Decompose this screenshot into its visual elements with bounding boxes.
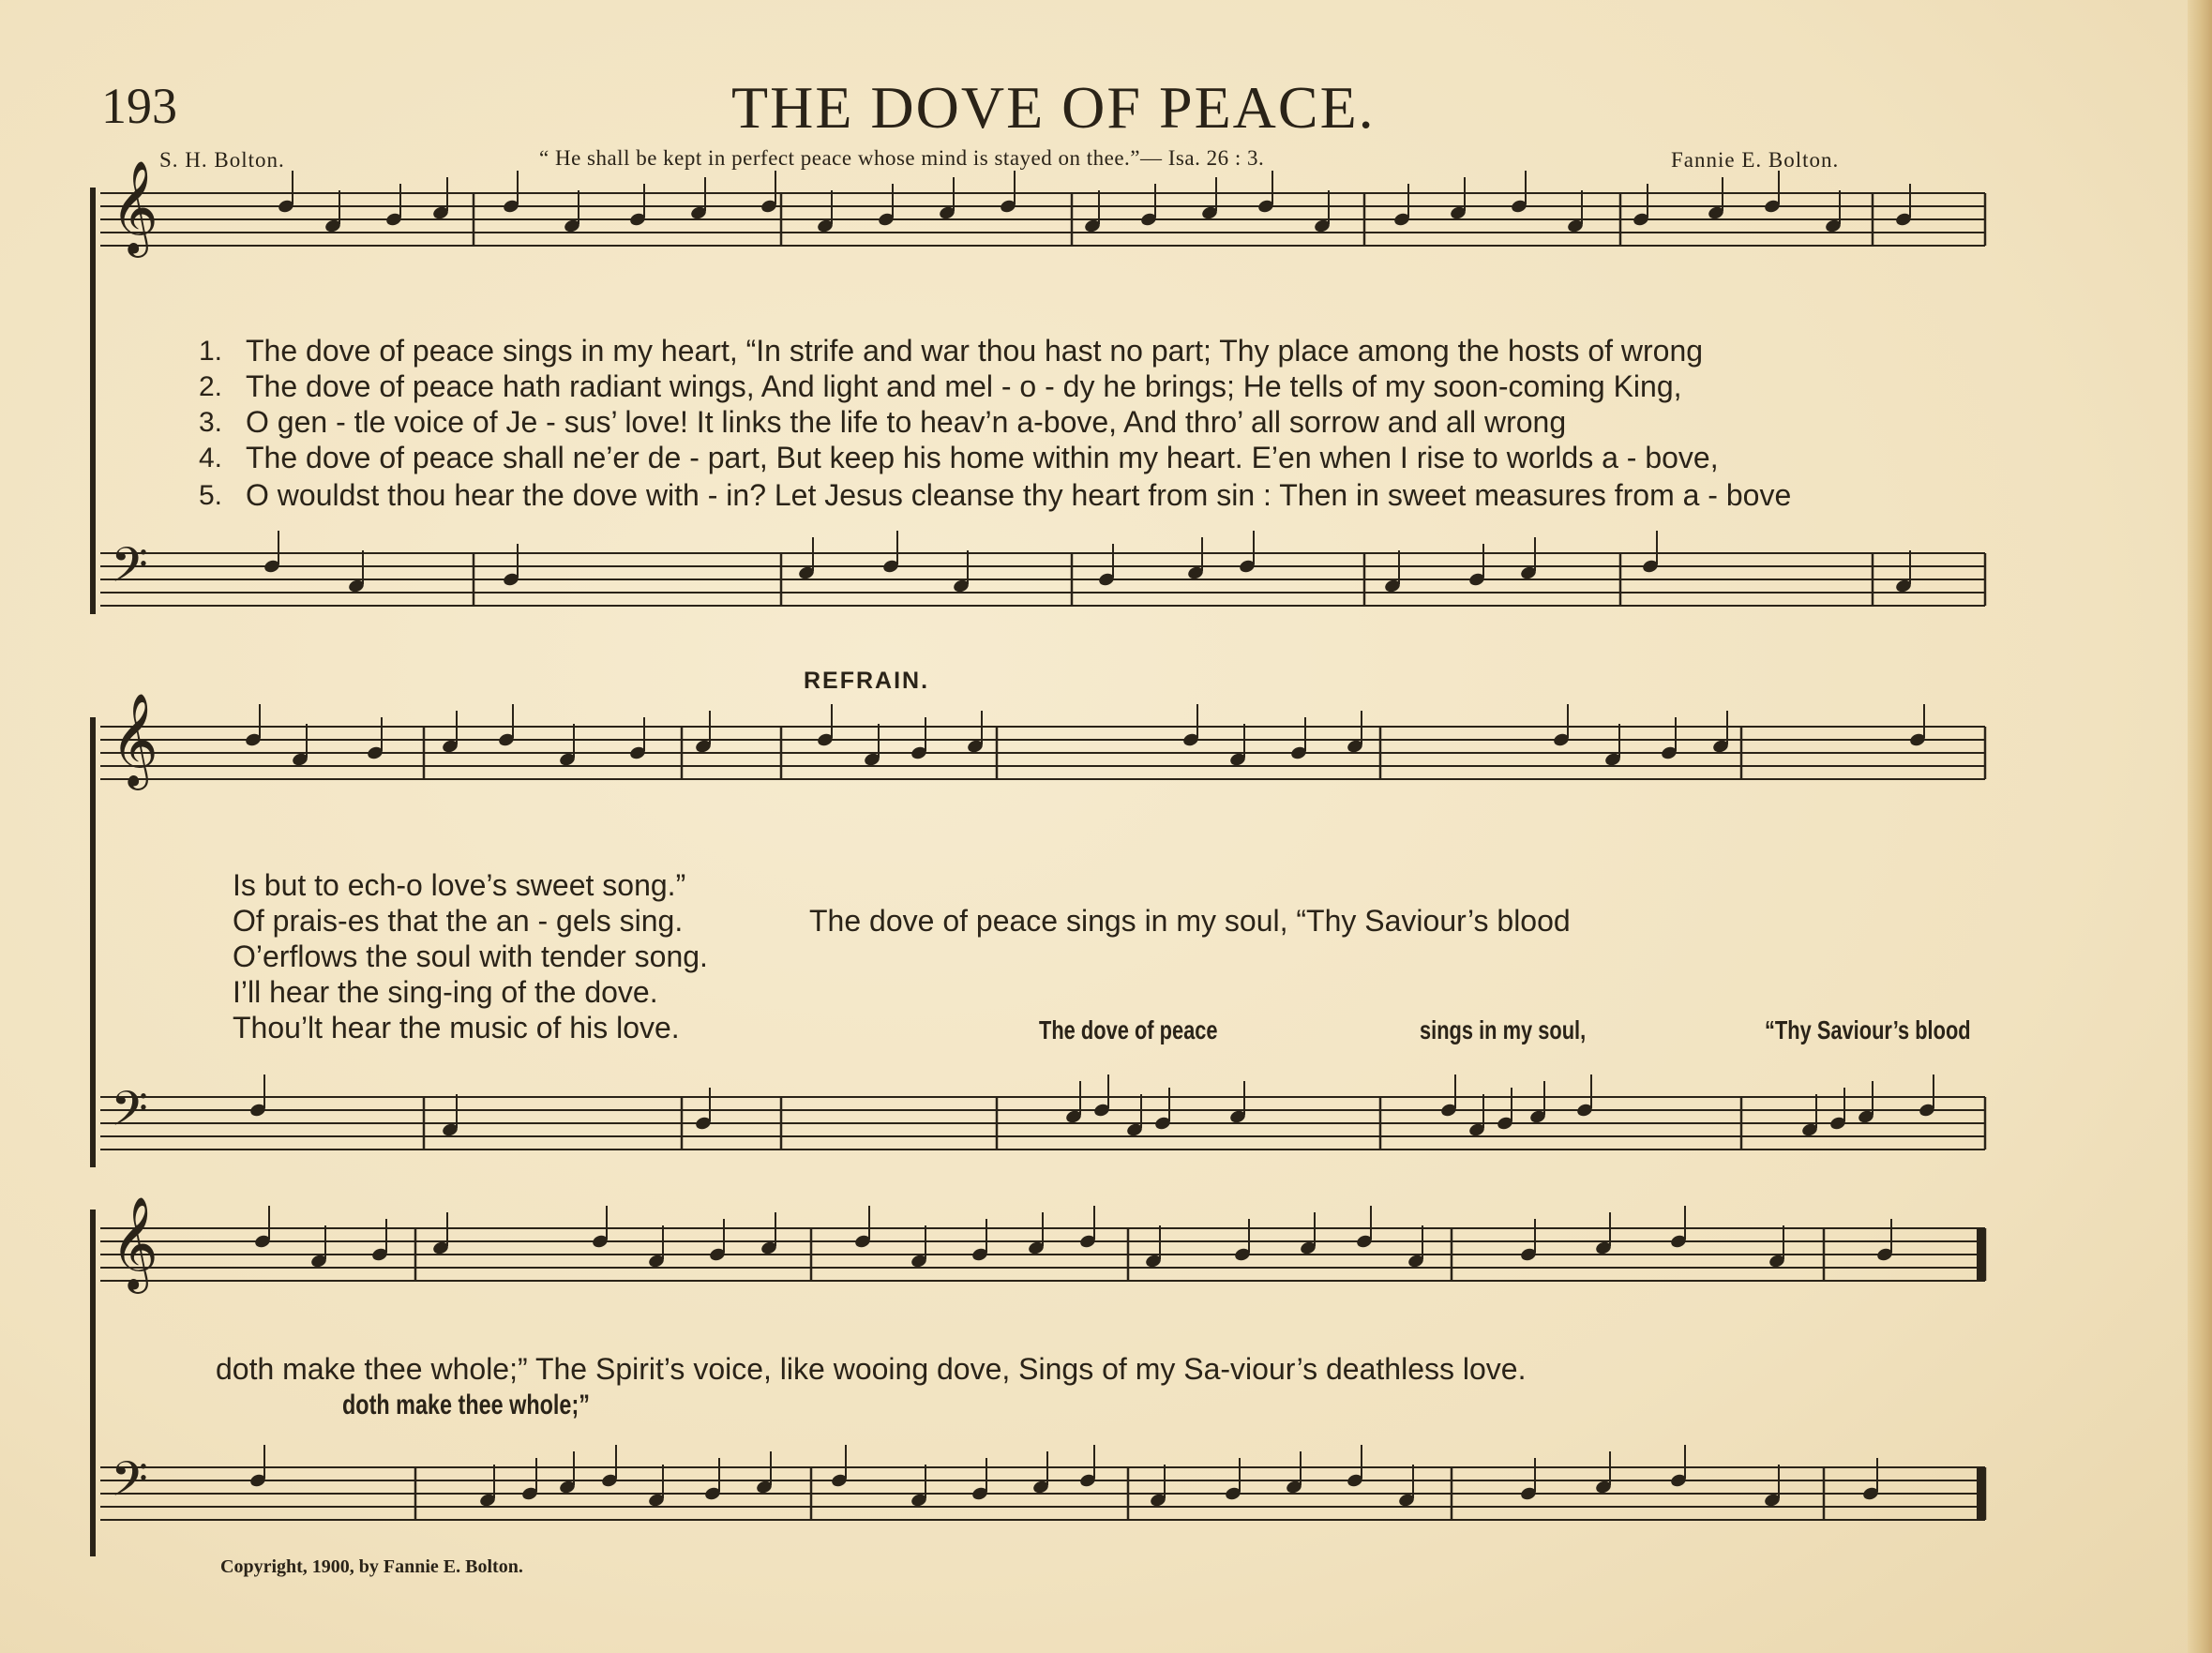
treble-clef-icon: 𝄞 xyxy=(111,1196,158,1290)
refrain-line-2: doth make thee whole;” The Spirit’s voice, like wooing dove, Sings of my Sa-viour’s deathless love. xyxy=(216,1352,1527,1386)
verse-5-line-1: O wouldst thou hear the dove with - in? Let Jesus cleanse thy heart from sin : Then in sweet measures from a - bove xyxy=(246,478,1792,512)
verse-number: 5. xyxy=(199,480,223,511)
bass-cue-lyric: “Thy Saviour’s blood xyxy=(1765,1015,1971,1044)
lyricist-credit: S. H. Bolton. xyxy=(159,148,285,172)
verse-2-line-2: Of prais-es that the an - gels sing. xyxy=(233,904,684,938)
verse-1-line-2: Is but to ech-o love’s sweet song.” xyxy=(233,868,686,902)
copyright-notice: Copyright, 1900, by Fannie E. Bolton. xyxy=(220,1556,523,1577)
verse-number: 2. xyxy=(199,371,223,402)
treble-clef-icon: 𝄞 xyxy=(111,160,158,254)
verse-1-line-1: The dove of peace sings in my heart, “In strife and war thou hast no part; Thy place among the hosts of wrong xyxy=(246,334,1704,368)
verse-4-line-1: The dove of peace shall ne’er de - part, But keep his home within my heart. E’en when I rise to worlds a - bove, xyxy=(246,441,1719,474)
refrain-line-1: The dove of peace sings in my soul, “Thy Saviour’s blood xyxy=(809,904,1571,938)
scripture-epigraph: “ He shall be kept in perfect peace whose mind is stayed on thee.”— Isa. 26 : 3. xyxy=(539,146,1265,170)
bass-cue-lyric: sings in my soul, xyxy=(1420,1015,1587,1044)
verse-number: 1. xyxy=(199,336,223,367)
final-barline xyxy=(1977,1467,1986,1520)
bass-clef-icon: 𝄢 xyxy=(111,536,148,605)
hymn-title: THE DOVE OF PEACE. xyxy=(731,74,1376,141)
verse-number: 4. xyxy=(199,443,223,473)
final-barline xyxy=(1977,1228,1986,1281)
hymn-number: 193 xyxy=(101,78,177,134)
bass-clef-icon: 𝄢 xyxy=(111,1080,148,1149)
refrain-label: REFRAIN. xyxy=(804,668,930,694)
bass-cue-lyric: doth make thee whole;” xyxy=(342,1390,590,1420)
verse-4-line-2: I’ll hear the sing-ing of the dove. xyxy=(233,975,658,1009)
verse-3-line-1: O gen - tle voice of Je - sus’ love! It links the life to heav’n a-bove, And thro’ all sorrow and all wrong xyxy=(246,405,1567,439)
composer-credit: Fannie E. Bolton. xyxy=(1671,148,1840,172)
verse-number: 3. xyxy=(199,407,223,438)
verse-5-line-2: Thou’lt hear the music of his love. xyxy=(233,1011,680,1044)
verse-3-line-2: O’erflows the soul with tender song. xyxy=(233,939,708,973)
bass-clef-icon: 𝄢 xyxy=(111,1450,148,1519)
bass-cue-lyric: The dove of peace xyxy=(1039,1015,1218,1044)
treble-clef-icon: 𝄞 xyxy=(111,693,158,787)
verse-2-line-1: The dove of peace hath radiant wings, And light and mel - o - dy he brings; He tells of my soon-coming King, xyxy=(246,369,1682,403)
